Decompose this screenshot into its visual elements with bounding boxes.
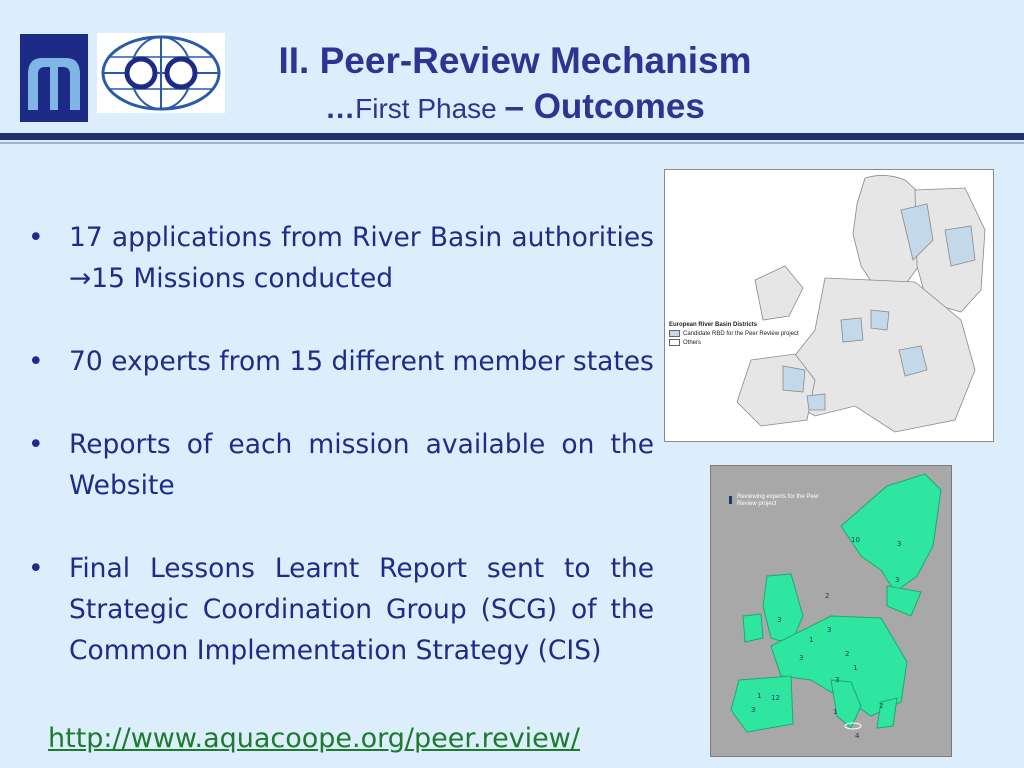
- legend-swatch-others: [669, 339, 680, 346]
- bullet-dot-icon: •: [28, 553, 44, 584]
- expert-count-label: 1: [757, 692, 762, 700]
- right-arrow-icon: →: [69, 263, 92, 294]
- m-logo-icon: [20, 34, 88, 122]
- legend-item-others: Others: [683, 339, 702, 346]
- peer-review-link[interactable]: http://www.aquacoope.org/peer.review/: [48, 723, 580, 754]
- subtitle-outcomes: – Outcomes: [504, 87, 705, 126]
- bullet-dot-icon: •: [28, 222, 44, 253]
- title-line: II. Peer-Review Mechanism: [278, 40, 752, 81]
- network-logo: [97, 33, 225, 113]
- bullet-item-experts: • 70 experts from 15 different member states: [28, 341, 654, 382]
- expert-count-label: 3: [827, 626, 832, 634]
- reviewing-experts-map: [710, 465, 952, 757]
- bullet-dot-icon: •: [28, 429, 44, 460]
- organization-logo-m: [20, 34, 88, 122]
- expert-count-label: 4: [855, 732, 860, 740]
- globe-icon: [97, 33, 225, 113]
- bullet-item-applications: • 17 applications from River Basin authorities →15 Missions conducted: [28, 217, 654, 299]
- expert-count-label: 2: [845, 650, 850, 658]
- river-basin-districts-map: [664, 169, 994, 442]
- bullet-item-reports: • Reports of each mission available on the Website: [28, 424, 654, 506]
- map-legend: [669, 322, 799, 346]
- subtitle-phase: First Phase: [355, 93, 505, 124]
- expert-count-label: 3: [897, 540, 902, 548]
- header-divider: [0, 133, 1024, 140]
- slide-title: [250, 38, 780, 137]
- expert-count-label: 10: [851, 536, 860, 544]
- outcomes-list: [28, 217, 654, 713]
- header-divider-thin: [0, 142, 1024, 144]
- bullet-dot-icon: •: [28, 346, 44, 377]
- expert-count-label: 3: [895, 576, 900, 584]
- expert-count-label: 2: [825, 592, 830, 600]
- europe-rbd-map-image: [665, 170, 993, 441]
- europe-experts-map-image: [711, 466, 951, 756]
- expert-count-label: 1: [833, 708, 838, 716]
- expert-count-label: 1: [809, 636, 814, 644]
- expert-count-label: 1: [853, 664, 858, 672]
- expert-count-label: 3: [799, 654, 804, 662]
- subtitle-ellipsis: …: [325, 92, 356, 125]
- subtitle-line: [250, 84, 780, 137]
- expert-count-label: 2: [879, 702, 884, 710]
- expert-count-label: 3: [751, 706, 756, 714]
- expert-count-label: 3: [777, 616, 782, 624]
- map-legend-title: European River Basin Districts: [669, 322, 758, 328]
- bullet-item-final-report: • Final Lessons Learnt Report sent to the Strategic Coordination Group (SCG) of the Common Implementation Strategy (CIS): [28, 548, 654, 671]
- legend-item-candidate: Candidate RBD for the Peer Review project: [683, 330, 799, 337]
- expert-count-label: 3: [835, 676, 840, 684]
- expert-count-label: 12: [771, 694, 780, 702]
- experts-legend: Reviewing experts for the Peer Review project: [737, 494, 820, 507]
- legend-swatch-candidate: [669, 330, 680, 337]
